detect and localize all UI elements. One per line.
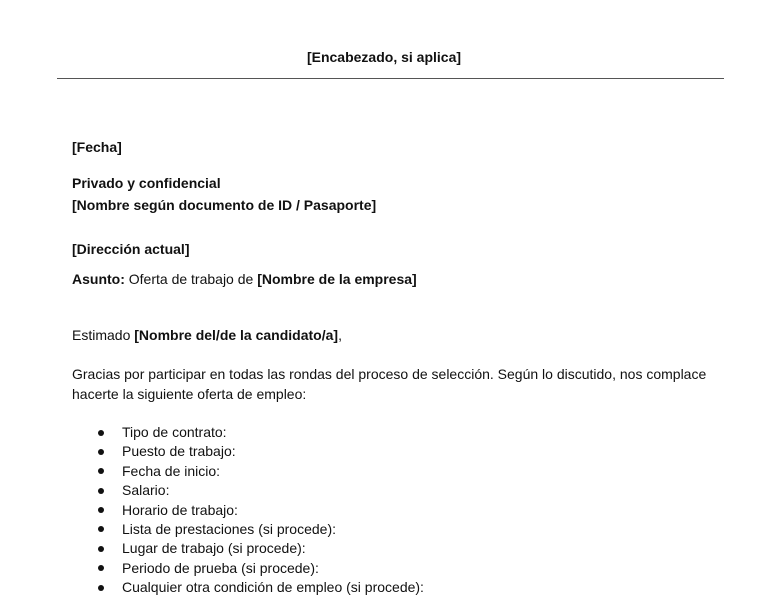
bullet-icon: [98, 507, 104, 513]
offer-terms-list: [72, 423, 424, 598]
greeting-suffix: ,: [338, 327, 342, 343]
date-placeholder: [Fecha]: [72, 139, 122, 155]
candidate-name: [Nombre del/de la candidato/a]: [134, 327, 339, 343]
term-label: Fecha de inicio:: [122, 462, 221, 479]
greeting-prefix: Estimado: [72, 327, 135, 343]
list-item: [72, 481, 424, 500]
term-label: Periodo de prueba (si procede):: [122, 559, 319, 576]
intro-paragraph: Gracias por participar en todas las rondas del proceso de selección. Según lo discutido, nos complace hacerte la siguiente oferta de empleo:: [72, 366, 707, 402]
list-item: [72, 462, 424, 481]
bullet-icon: [98, 468, 104, 474]
bullet-icon: [98, 430, 104, 436]
list-item: [72, 578, 424, 597]
greeting-line: [72, 325, 342, 345]
term-label: Puesto de trabajo:: [122, 443, 236, 460]
recipient-name: [Nombre según documento de ID / Pasaporte]: [72, 197, 377, 213]
header-divider: [57, 78, 724, 79]
subject-line: [72, 269, 417, 289]
term-label: Horario de trabajo:: [122, 501, 238, 518]
subject-label: Asunto:: [72, 271, 125, 287]
list-item: [72, 539, 424, 558]
term-label: Lista de prestaciones (si procede):: [122, 520, 336, 537]
bullet-icon: [98, 565, 104, 571]
recipient-address: [Dirección actual]: [72, 241, 190, 257]
term-label: Tipo de contrato:: [122, 424, 227, 440]
subject-text: Oferta de trabajo de: [124, 271, 258, 287]
bullet-icon: [98, 585, 104, 591]
bullet-icon: [98, 526, 104, 532]
list-item: [72, 442, 424, 461]
list-item: [72, 559, 424, 578]
term-label: Cualquier otra condición de empleo (si procede):: [122, 579, 424, 596]
list-item: [72, 423, 424, 442]
subject-company: [Nombre de la empresa]: [257, 271, 417, 287]
list-item: [72, 520, 424, 539]
term-label: Lugar de trabajo (si procede):: [122, 540, 306, 557]
header-title: [Encabezado, si aplica]: [306, 49, 462, 65]
list-item: [72, 501, 424, 520]
bullet-icon: [98, 546, 104, 552]
bullet-icon: [98, 449, 104, 455]
bullet-icon: [98, 488, 104, 494]
confidential-label: Privado y confidencial: [72, 175, 221, 191]
term-label: Salario:: [122, 482, 170, 499]
